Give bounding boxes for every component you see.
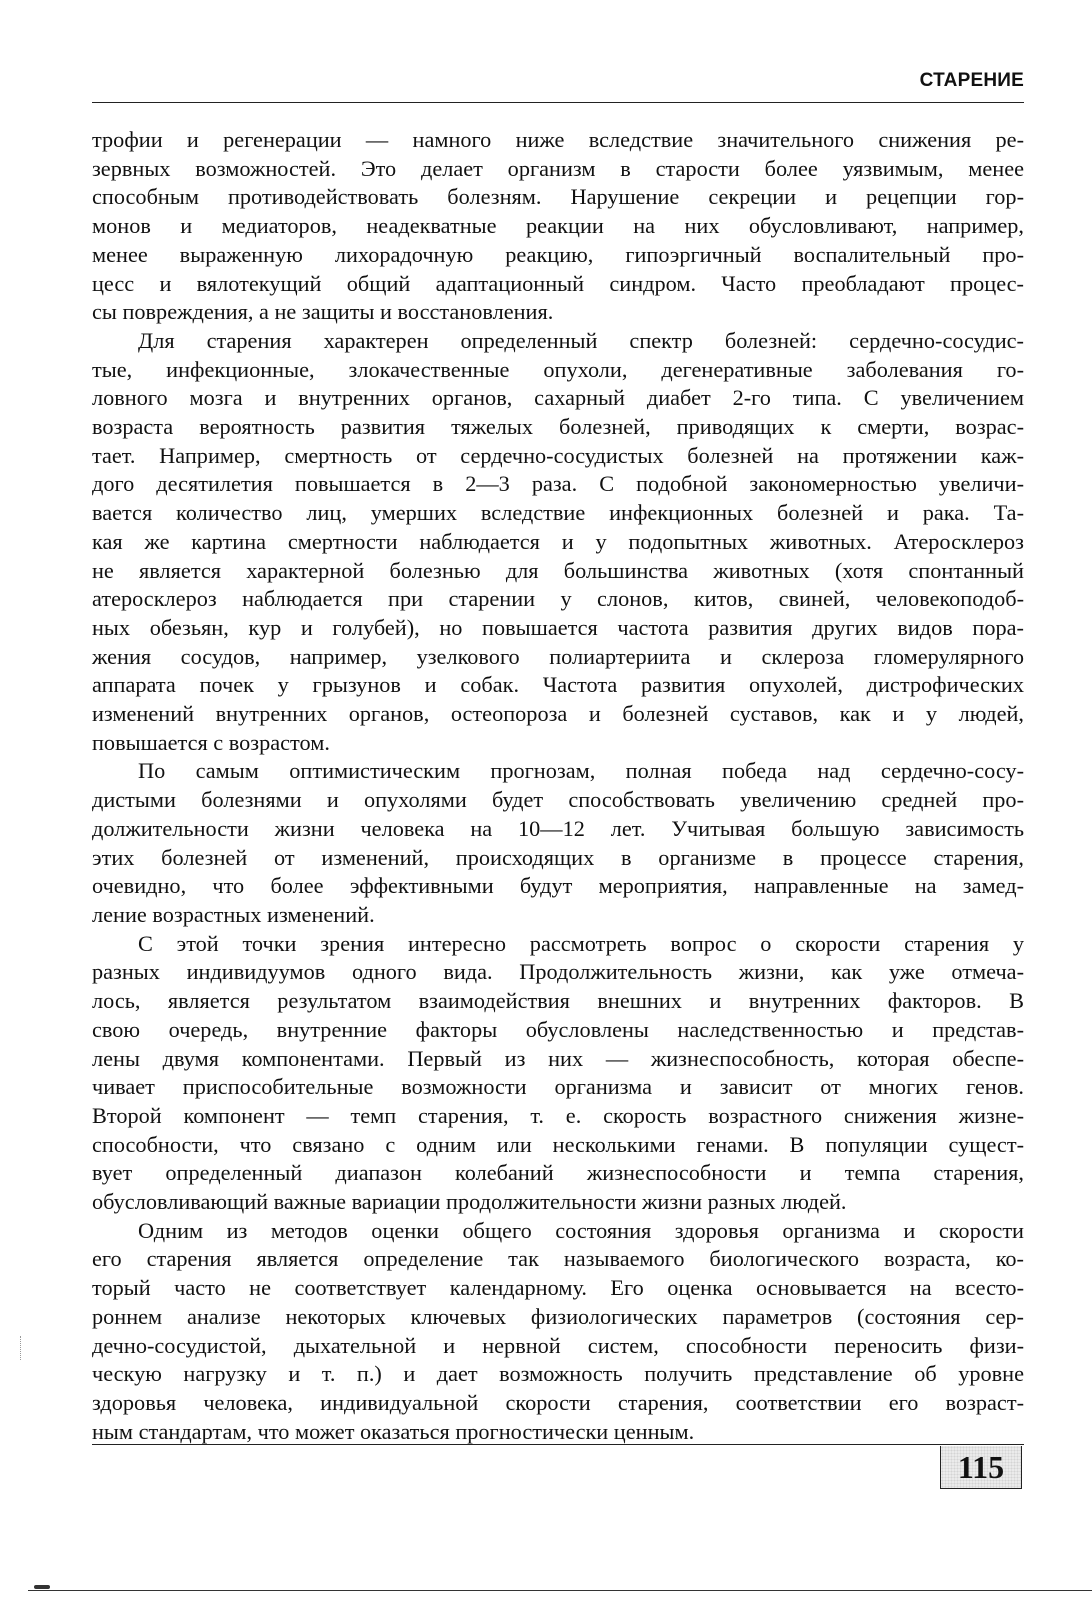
paragraph-3 [92,757,1024,929]
margin-speck [20,1336,23,1360]
text-line: повышается с возрастом. [92,729,330,755]
text-line: тые, инфекционные, злокачественные опухоли, дегенеративные заболевания го- [92,356,1024,382]
text-line: лось, является результатом взаимодействия внешних и внутренних факторов. В [92,988,1024,1014]
footer-rule [92,1444,1024,1445]
body-text [92,126,1024,1446]
text-line: аппарата почек у грызунов и собак. Частота развития опухолей, дистрофических [92,672,1024,698]
text-line: здоровья человека, индивидуальной скорости старения, соответствии его возраст- [92,1389,1024,1415]
text-line: обусловливающий важные вариации продолжительности жизни разных людей. [92,1189,847,1215]
text-line: этих болезней от изменений, происходящих в организме в процессе старения, [92,844,1024,870]
text-line: сы повреждения, а не защиты и восстановления. [92,299,554,325]
page-number: 115 [940,1446,1022,1489]
text-line: Одним из методов оценки общего состояния здоровья организма и скорости [138,1217,1024,1243]
paragraph-2 [92,327,1024,758]
text-line: монов и медиаторов, неадекватные реакции на них обусловливают, например, [92,213,1024,239]
text-line: ление возрастных изменений. [92,901,375,927]
text-line: изменений внутренних органов, остеопороза и болезней суставов, как и у людей, [92,701,1024,727]
scan-edge-mark [34,1585,50,1589]
running-head: СТАРЕНИЕ [919,70,1024,91]
text-line: кая же картина смертности наблюдается и у подопытных животных. Атеросклероз [92,528,1024,554]
text-line: разных индивидуумов одного вида. Продолжительность жизни, как уже отмеча- [92,959,1024,985]
text-line: очевидно, что более эффективными будут мероприятия, направленные на замед- [92,873,1024,899]
text-line: способности, что связано с одним или несколькими генами. В популяции сущест- [92,1131,1024,1157]
text-line: способным противодействовать болезням. Нарушение секреции и рецепции гор- [92,184,1024,210]
text-line: цесс и вялотекущий общий адаптационный синдром. Часто преобладают процес- [92,270,1024,296]
text-line: ным стандартам, что может оказаться прогностически ценным. [92,1418,695,1444]
paragraph-1 [92,126,1024,327]
text-line: дого десятилетия повышается в 2—3 раза. С подобной закономерностью увеличи- [92,471,1024,497]
text-line: ческую нагрузку и т. п.) и дает возможность получить представление об уровне [92,1361,1024,1387]
text-line: ловного мозга и внутренних органов, сахарный диабет 2-го типа. С увеличением [92,385,1024,411]
text-line: дечно-сосудистой, дыхательной и нервной систем, способности переносить физи- [92,1332,1024,1358]
text-line: тает. Например, смертность от сердечно-сосудистых болезней на протяжении каж- [92,442,1024,468]
paragraph-4 [92,930,1024,1217]
text-line: Для старения характерен определенный спектр болезней: сердечно-сосудис- [138,327,1024,353]
text-line: С этой точки зрения интересно рассмотреть вопрос о скорости старения у [138,930,1024,956]
header-rule [92,102,1024,103]
paragraph-5 [92,1217,1024,1447]
text-line: роннем анализе некоторых ключевых физиологических параметров (состояния сер- [92,1303,1024,1329]
text-line: вует определенный диапазон колебаний жизнеспособности и темпа старения, [92,1160,1024,1186]
text-line: По самым оптимистическим прогнозам, полная победа над сердечно-сосу- [138,758,1024,784]
text-line: торый часто не соответствует календарному. Его оценка основывается на всесто- [92,1275,1024,1301]
text-line: чивает приспособительные возможности организма и зависит от многих генов. [92,1074,1024,1100]
text-line: атеросклероз наблюдается при старении у слонов, китов, свиней, человекоподоб- [92,586,1024,612]
text-line: его старения является определение так называемого биологического возраста, ко- [92,1246,1024,1272]
text-line: свою очередь, внутренние факторы обусловлены наследственностью и представ- [92,1016,1024,1042]
text-line: ных обезьян, кур и голубей), но повышается частота развития других видов пора- [92,614,1024,640]
text-line: менее выраженную лихорадочную реакцию, гипоэргичный воспалительный про- [92,241,1024,267]
text-line: не является характерной болезнью для большинства животных (хотя спонтанный [92,557,1024,583]
text-line: вается количество лиц, умерших вследствие инфекционных болезней и рака. Та- [92,500,1024,526]
scan-edge-line [28,1590,1092,1591]
text-line: возраста вероятность развития тяжелых болезней, приводящих к смерти, возрас- [92,414,1024,440]
text-line: дистыми болезнями и опухолями будет способствовать увеличению средней про- [92,787,1024,813]
text-line: зервных возможностей. Это делает организм в старости более уязвимым, менее [92,155,1024,181]
text-line: трофии и регенерации — намного ниже вследствие значительного снижения ре- [92,127,1024,152]
text-line: Второй компонент — темп старения, т. е. скорость возрастного снижения жизне- [92,1102,1024,1128]
text-line: должительности жизни человека на 10—12 лет. Учитывая большую зависимость [92,815,1024,841]
text-line: лены двумя компонентами. Первый из них — жизнеспособность, которая обеспе- [92,1045,1024,1071]
text-line: жения сосудов, например, узелкового полиартериита и склероза гломерулярного [92,643,1024,669]
